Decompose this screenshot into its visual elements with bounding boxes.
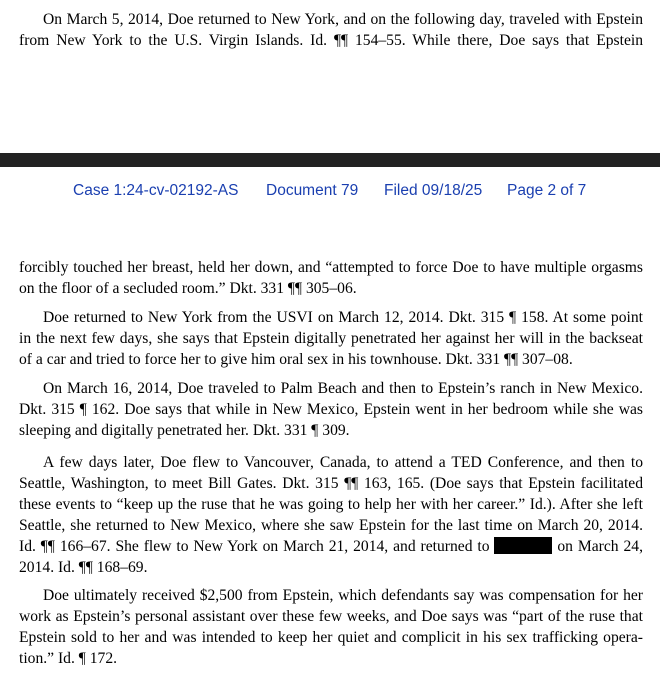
document-number: Document 79 — [266, 182, 359, 199]
paragraph-2 — [19, 307, 643, 370]
filed-date: Filed 09/18/25 — [384, 182, 483, 199]
text-segment: on March 24, — [557, 538, 643, 555]
paragraph-1 — [19, 257, 643, 299]
text-line: A few days later, Doe flew to Vancouver, Canada, to attend a TED Conference, and then to — [43, 454, 643, 471]
text-line: 2014. Id. ¶¶ 168–69. — [19, 559, 148, 576]
text-line: work as Epstein’s personal assistant over these few weeks, and Doe says was “part of the ruse that — [19, 608, 643, 625]
paragraph-5 — [19, 585, 643, 669]
text-line: Epstein sold to her and was intended to keep her quiet and complicit in his sex trafficking opera- — [19, 629, 643, 646]
text-line: Doe returned to New York from the USVI on March 12, 2014. Dkt. 315 ¶ 158. At some point — [43, 309, 643, 326]
text-line: Dkt. 315 ¶ 162. Doe says that while in New Mexico, Epstein went in her bedroom while she was — [19, 401, 643, 418]
text-line: sleeping and digitally penetrated her. Dkt. 331 ¶ 309. — [19, 422, 350, 439]
text-line-with-redaction — [19, 536, 643, 557]
case-number: Case 1:24-cv-02192-AS — [73, 182, 239, 199]
text-line: of a car and tried to force her to give him oral sex in his townhouse. Dkt. 331 ¶¶ 307–08. — [19, 351, 573, 368]
text-line: forcibly touched her breast, held her down, and “attempted to force Doe to have multiple orgasms — [19, 259, 643, 276]
page-indicator: Page 2 of 7 — [507, 182, 587, 199]
text-line: from New York to the U.S. Virgin Islands. Id. ¶¶ 154–55. While there, Doe says that Epstein — [19, 32, 643, 49]
text-line: in the next few days, she says that Epstein digitally penetrated her against her will in the backseat — [19, 330, 643, 347]
top-paragraph — [19, 9, 643, 51]
text-segment: Id. ¶¶ 166–67. She flew to New York on March 21, 2014, and returned to — [19, 538, 490, 555]
paragraph-4 — [19, 452, 643, 578]
text-line: Seattle, Washington, to meet Bill Gates. Dkt. 315 ¶¶ 163, 165. (Doe says that Epstein facilitated — [19, 475, 643, 492]
text-line: On March 16, 2014, Doe traveled to Palm Beach and then to Epstein’s ranch in New Mexico. — [43, 380, 643, 397]
text-line: On March 5, 2014, Doe returned to New York, and on the following day, traveled with Epstein — [43, 11, 643, 28]
text-line: Doe ultimately received $2,500 from Epstein, which defendants say was compensation for her — [43, 587, 643, 604]
text-line: on the floor of a secluded room.” Dkt. 331 ¶¶ 305–06. — [19, 280, 357, 297]
text-line: tion.” Id. ¶ 172. — [19, 650, 118, 667]
redaction-box — [494, 537, 552, 554]
paragraph-3 — [19, 378, 643, 441]
page-divider — [0, 153, 660, 167]
text-line: these events to “keep up the ruse that he was going to help her with her career.” Id.). After she left — [19, 496, 643, 513]
text-line: Seattle, she returned to New Mexico, where she saw Epstein for the last time on March 20, 2014. — [19, 517, 643, 534]
